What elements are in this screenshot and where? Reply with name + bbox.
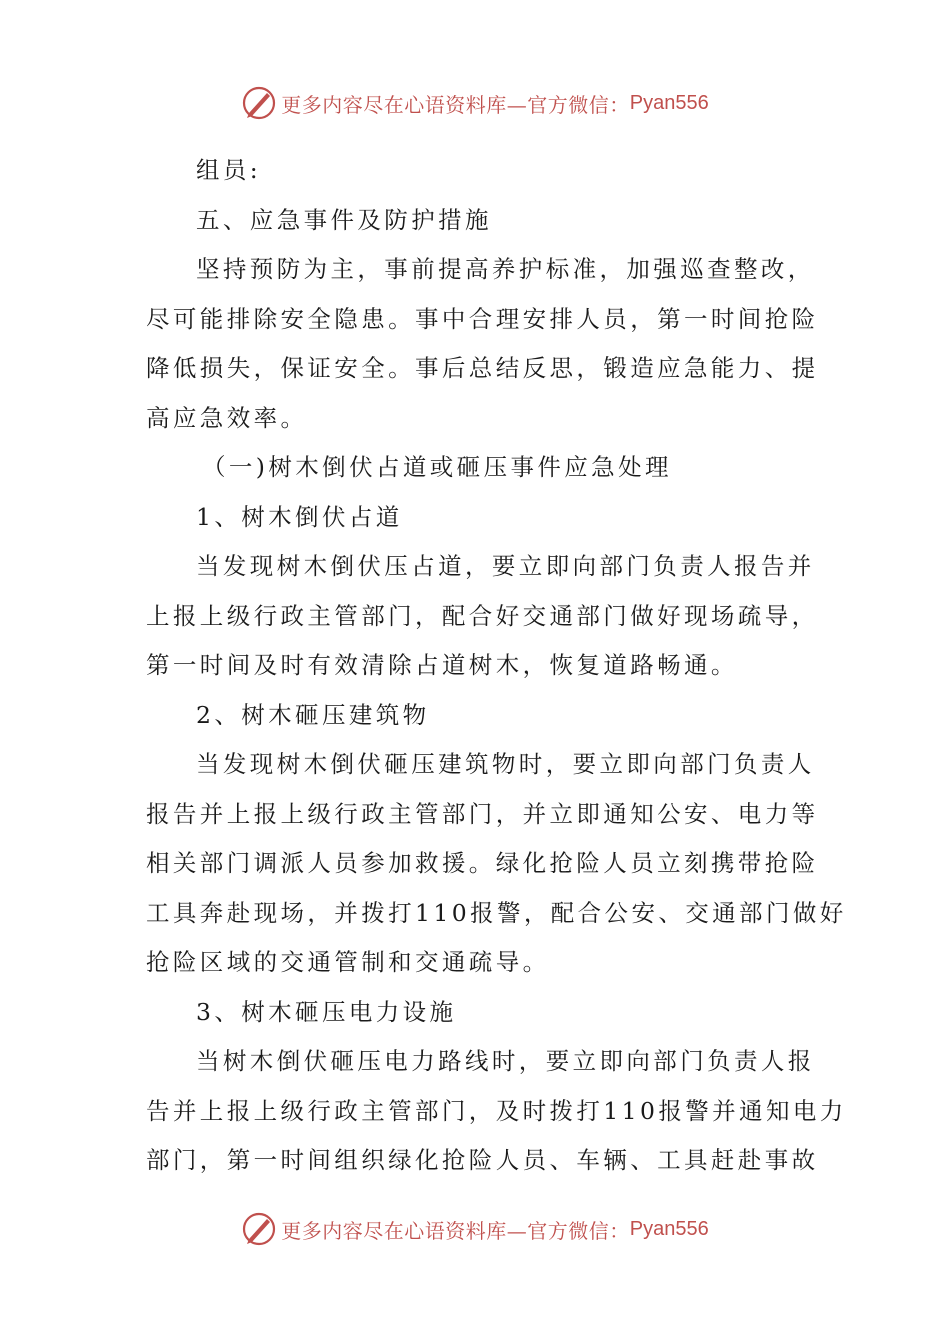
- paragraph-line: 告并上报上级行政主管部门，及时拨打110报警并通知电力: [146, 1096, 847, 1125]
- item-heading: 2、树木砸压建筑物: [196, 700, 430, 729]
- paragraph-line: 相关部门调派人员参加救援。绿化抢险人员立刻携带抢险: [146, 849, 819, 877]
- header-watermark: [0, 83, 950, 123]
- subsection-heading: （一)树木倒伏占道或砸压事件应急处理: [202, 453, 672, 481]
- text-line: 组员:: [196, 156, 262, 184]
- paragraph-line: 当树木倒伏砸压电力路线时，要立即向部门负责人报: [196, 1047, 815, 1075]
- paragraph-line: 上报上级行政主管部门，配合好交通部门做好现场疏导，: [146, 601, 819, 630]
- paragraph-line: 当发现树木倒伏砸压建筑物时，要立即向部门负责人: [196, 750, 815, 778]
- paragraph-line: 工具奔赴现场，并拨打110报警，配合公安、交通部门做好: [146, 898, 847, 927]
- item-heading: 3、树木砸压电力设施: [196, 997, 457, 1026]
- item-heading: 1、树木倒伏占道: [196, 502, 403, 531]
- footer-watermark: [0, 1209, 950, 1249]
- section-heading: 五、应急事件及防护措施: [196, 205, 492, 234]
- paragraph-line: 当发现树木倒伏压占道，要立即向部门负责人报告并: [196, 552, 815, 580]
- pen-logo-icon: [241, 85, 277, 121]
- pen-logo-icon: [241, 1211, 277, 1247]
- watermark-text: 更多内容尽在心语资料库—官方微信：: [281, 92, 630, 117]
- paragraph-line: 坚持预防为主，事前提高养护标准，加强巡查整改，: [196, 255, 815, 283]
- watermark-wechat-id: Pyan556: [629, 1217, 709, 1240]
- paragraph-line: 第一时间及时有效清除占道树木，恢复道路畅通。: [146, 651, 738, 679]
- paragraph-line: 报告并上报上级行政主管部门，并立即通知公安、电力等: [146, 799, 819, 828]
- document-body: [146, 146, 847, 1186]
- watermark-wechat-id: Pyan556: [629, 91, 709, 114]
- paragraph-line: 部门，第一时间组织绿化抢险人员、车辆、工具赶赴事故: [146, 1146, 819, 1174]
- watermark-text: 更多内容尽在心语资料库—官方微信：: [281, 1218, 630, 1243]
- paragraph-line: 尽可能排除安全隐患。事中合理安排人员，第一时间抢险: [146, 304, 819, 333]
- paragraph-line: 高应急效率。: [146, 403, 308, 432]
- paragraph-line: 降低损失，保证安全。事后总结反思，锻造应急能力、提: [146, 354, 819, 382]
- paragraph-line: 抢险区域的交通管制和交通疏导。: [146, 948, 550, 976]
